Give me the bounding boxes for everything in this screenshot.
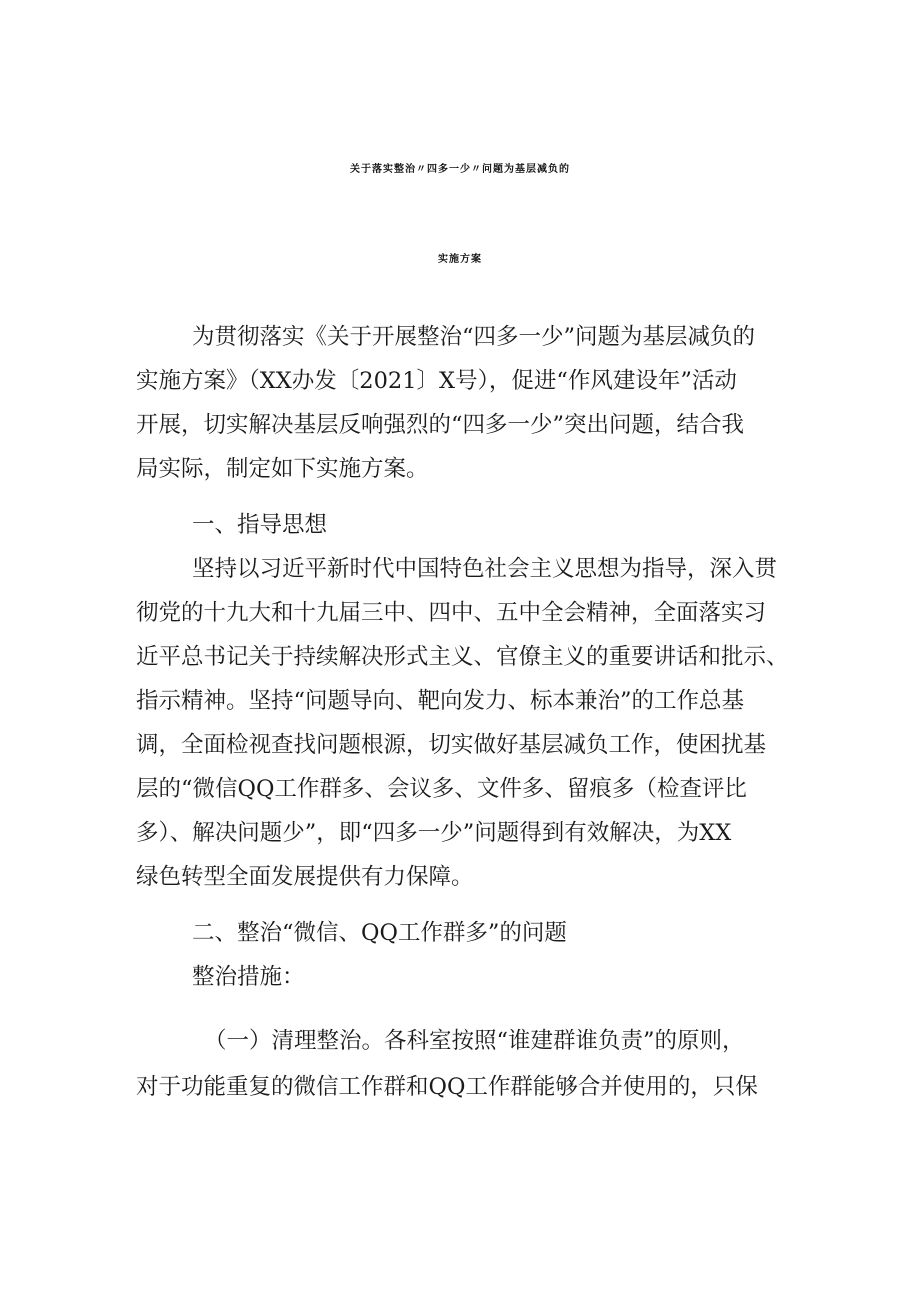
section-heading-wechat-qq-groups: 二、整治“微信、QQ工作群多”的问题 [192,920,567,946]
document-title-line-1: 关于落实整治〃四多一少〃问题为基层减负的 [350,164,570,175]
paragraph-guiding-line-3: 近平总书记关于持续解决形式主义、官僚主义的重要讲话和批示、 [136,644,789,670]
paragraph-guiding-line-2: 彻党的十九大和十九届三中、四中、五中全会精神，全面落实习 [136,600,767,626]
section-heading-guiding-thought: 一、指导思想 [192,512,328,538]
paragraph-guiding-line-1: 坚持以习近平新时代中国特色社会主义思想为指导，深入贯 [192,556,778,582]
paragraph-guiding-line-6: 层的“微信QQ工作群多、会议多、文件多、留痕多（检查评比 [136,776,747,802]
paragraph-cleanup-line-1: （一）清理整治。各科室按照“谁建群谁负责”的原则， [204,1028,745,1054]
paragraph-cleanup-line-2: 对于功能重复的微信工作群和QQ工作群能够合并使用的，只保 [136,1074,758,1100]
document-title-line-2: 实施方案 [438,254,482,265]
paragraph-intro-line-1: 为贯彻落实《关于开展整治“四多一少”问题为基层减负的 [192,324,756,350]
paragraph-guiding-line-5: 调，全面检视查找问题根源，切实做好基层减负工作，使困扰基 [136,732,767,758]
paragraph-intro-line-3: 开展，切实解决基层反响强烈的“四多一少”突出问题，结合我 [136,412,745,438]
paragraph-intro-line-2: 实施方案》（XX办发〔2021〕X号），促进“作风建设年”活动 [136,368,737,394]
paragraph-guiding-line-8: 绿色转型全面发展提供有力保障。 [136,864,474,890]
paragraph-intro-line-4: 局实际，制定如下实施方案。 [136,456,429,482]
subheading-measures: 整治措施： [192,964,305,990]
paragraph-guiding-line-7: 多）、解决问题少”，即“四多一少”问题得到有效解决，为XX [136,820,732,846]
paragraph-guiding-line-4: 指示精神。坚持“问题导向、靶向发力、标本兼治”的工作总基 [136,688,745,714]
